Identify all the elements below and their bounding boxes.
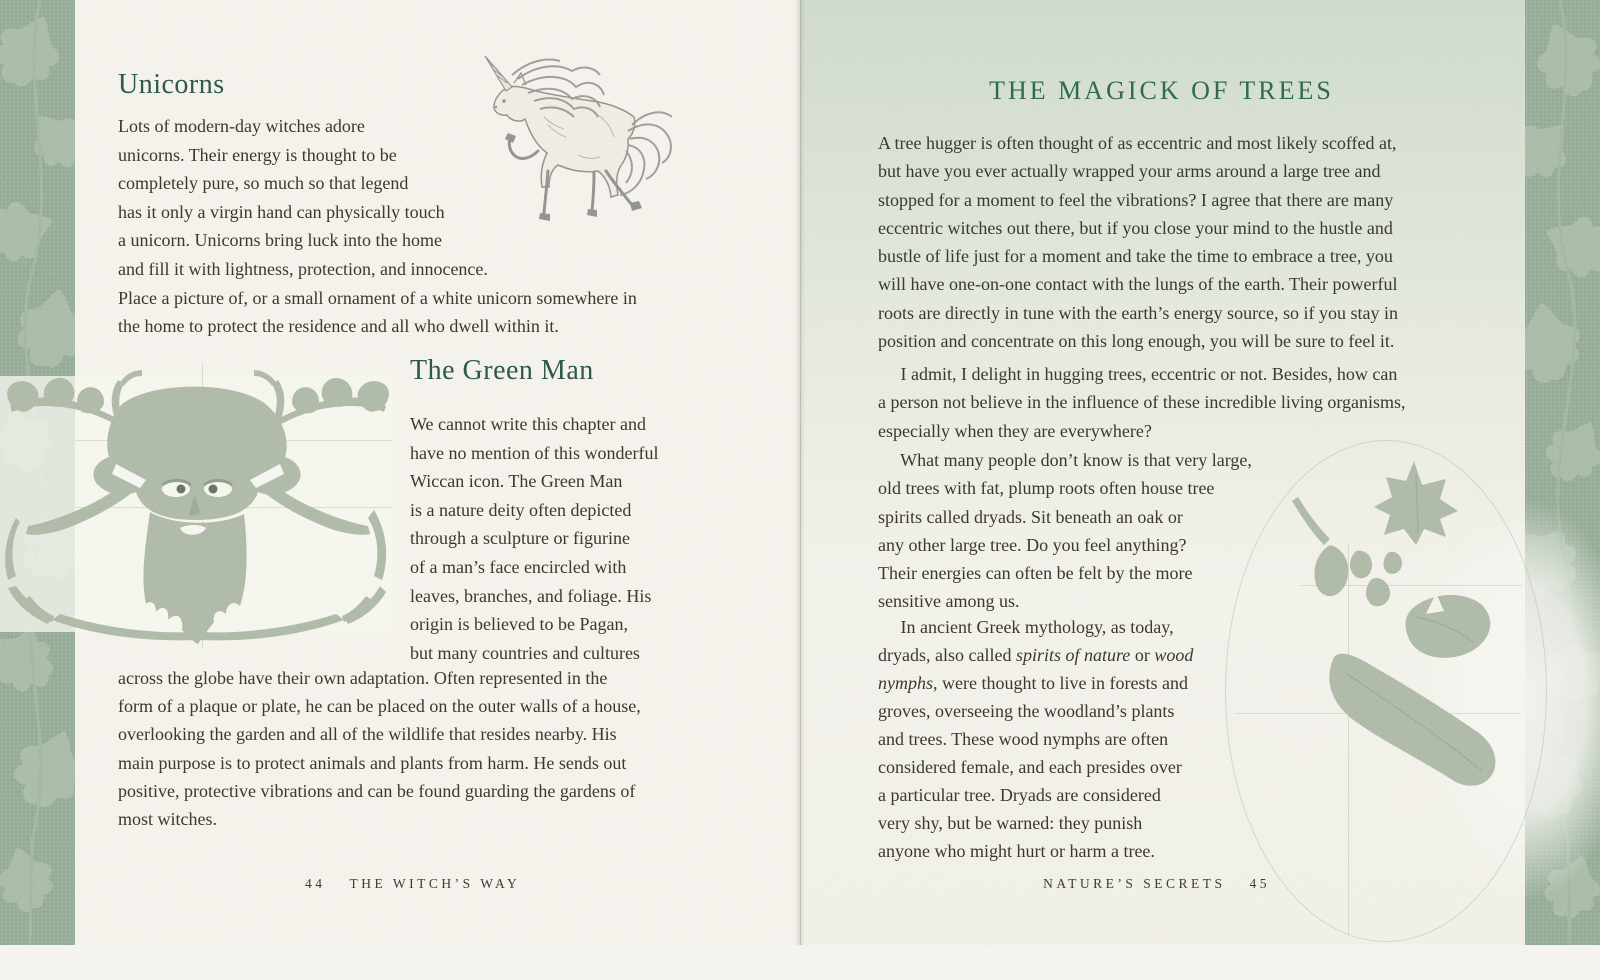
page-number: 45 bbox=[1249, 876, 1270, 891]
running-title: NATURE’S SECRETS bbox=[1043, 876, 1226, 891]
text-line: main purpose is to protect animals and plants from harm. He sends out bbox=[118, 752, 627, 773]
chapter-title: THE MAGICK OF TREES bbox=[989, 76, 1334, 105]
text-line: stopped for a moment to feel the vibrations? I agree that there are many bbox=[878, 189, 1394, 210]
text-line: I admit, I delight in hugging trees, eccentric or not. Besides, how can bbox=[878, 364, 1398, 384]
left-page-footer bbox=[305, 876, 520, 892]
text-line: overlooking the garden and all of the wildlife that resides nearby. His bbox=[118, 724, 617, 745]
text-line: eccentric witches out there, but if you close your mind to the hustle and bbox=[878, 217, 1393, 238]
text-line: positive, protective vibrations and can be found guarding the gardens of bbox=[118, 780, 636, 801]
text-line: Their energies can often be felt by the more bbox=[878, 563, 1193, 584]
page-number: 44 bbox=[305, 876, 326, 891]
text-line: form of a plaque or plate, he can be placed on the outer walls of a house, bbox=[118, 696, 641, 717]
text-line: unicorns. Their energy is thought to be bbox=[118, 144, 397, 165]
text-line: will have one-on-one contact with the lungs of the earth. Their powerful bbox=[878, 274, 1398, 295]
text-line: a particular tree. Dryads are considered bbox=[878, 785, 1161, 805]
text-line: a person not believe in the influence of these incredible living organisms, bbox=[878, 392, 1406, 413]
green-man-paragraph-full bbox=[118, 664, 641, 833]
text-line: bustle of life just for a moment and take the time to embrace a tree, you bbox=[878, 246, 1393, 267]
text-line: What many people don’t know is that very large, bbox=[878, 450, 1252, 470]
running-title: THE WITCH’S WAY bbox=[349, 876, 521, 891]
text-line: In ancient Greek mythology, as today, bbox=[878, 617, 1174, 637]
text-line: especially when they are everywhere? bbox=[878, 420, 1152, 441]
text-line: sensitive among us. bbox=[878, 591, 1020, 612]
text-line: We cannot write this chapter and bbox=[410, 414, 646, 434]
text-line: groves, overseeing the woodland’s plants bbox=[878, 701, 1175, 721]
text-line: most witches. bbox=[118, 809, 217, 830]
text-line: Place a picture of, or a small ornament of a white unicorn somewhere in bbox=[118, 287, 637, 308]
text-line: through a sculpture or figurine bbox=[410, 528, 630, 549]
text-line: and trees. These wood nymphs are often bbox=[878, 729, 1169, 749]
text-line: and fill it with lightness, protection, and innocence. bbox=[118, 258, 488, 279]
text-line: have no mention of this wonderful bbox=[410, 442, 659, 463]
trees-paragraph-4 bbox=[878, 613, 1193, 865]
text-line: Wiccan icon. The Green Man bbox=[410, 471, 623, 492]
section-heading-green-man: The Green Man bbox=[410, 355, 594, 386]
text-line: but have you ever actually wrapped your arms around a large tree and bbox=[878, 161, 1381, 182]
text-line: Lots of modern-day witches adore bbox=[118, 116, 365, 136]
right-page-footer bbox=[1000, 876, 1270, 892]
text-line: a unicorn. Unicorns bring luck into the home bbox=[118, 230, 442, 251]
text-line: is a nature deity often depicted bbox=[410, 499, 632, 520]
trees-paragraph-3 bbox=[878, 446, 1252, 616]
green-man-paragraph-narrow bbox=[410, 410, 658, 667]
unicorns-paragraph bbox=[118, 112, 637, 341]
oak-leaves-illustration bbox=[1268, 433, 1528, 803]
text-line: anyone who might hurt or harm a tree. bbox=[878, 841, 1155, 861]
gutter-line bbox=[800, 0, 801, 945]
text-line: the home to protect the residence and all who dwell within it. bbox=[118, 316, 559, 337]
text-line: any other large tree. Do you feel anything? bbox=[878, 534, 1187, 555]
text-line: old trees with fat, plump roots often house tree bbox=[878, 478, 1215, 499]
trees-paragraph-2 bbox=[878, 360, 1406, 445]
text-line: very shy, but be warned: they punish bbox=[878, 813, 1143, 833]
text-line: across the globe have their own adaptation. Often represented in the bbox=[118, 668, 608, 688]
text-line: A tree hugger is often thought of as eccentric and most likely scoffed at, bbox=[878, 133, 1397, 153]
green-man-illustration bbox=[0, 360, 396, 650]
text-line: completely pure, so much so that legend bbox=[118, 173, 409, 194]
trees-paragraph-1 bbox=[878, 129, 1398, 355]
text-line: spirits called dryads. Sit beneath an oak or bbox=[878, 506, 1183, 527]
text-line: nymphs, were thought to live in forests and bbox=[878, 673, 1188, 693]
text-line: but many countries and cultures bbox=[410, 642, 640, 663]
text-line: position and concentrate on this long enough, you will be sure to feel it. bbox=[878, 331, 1395, 352]
text-line: origin is believed to be Pagan, bbox=[410, 614, 628, 635]
text-line: has it only a virgin hand can physically touch bbox=[118, 201, 445, 222]
text-line: leaves, branches, and foliage. His bbox=[410, 585, 652, 606]
text-line: roots are directly in tune with the earth’s energy source, so if you stay in bbox=[878, 302, 1399, 323]
text-line: considered female, and each presides over bbox=[878, 757, 1182, 777]
text-line: of a man’s face encircled with bbox=[410, 556, 627, 577]
text-line: dryads, also called spirits of nature or wood bbox=[878, 645, 1194, 665]
section-heading-unicorns: Unicorns bbox=[118, 69, 225, 100]
